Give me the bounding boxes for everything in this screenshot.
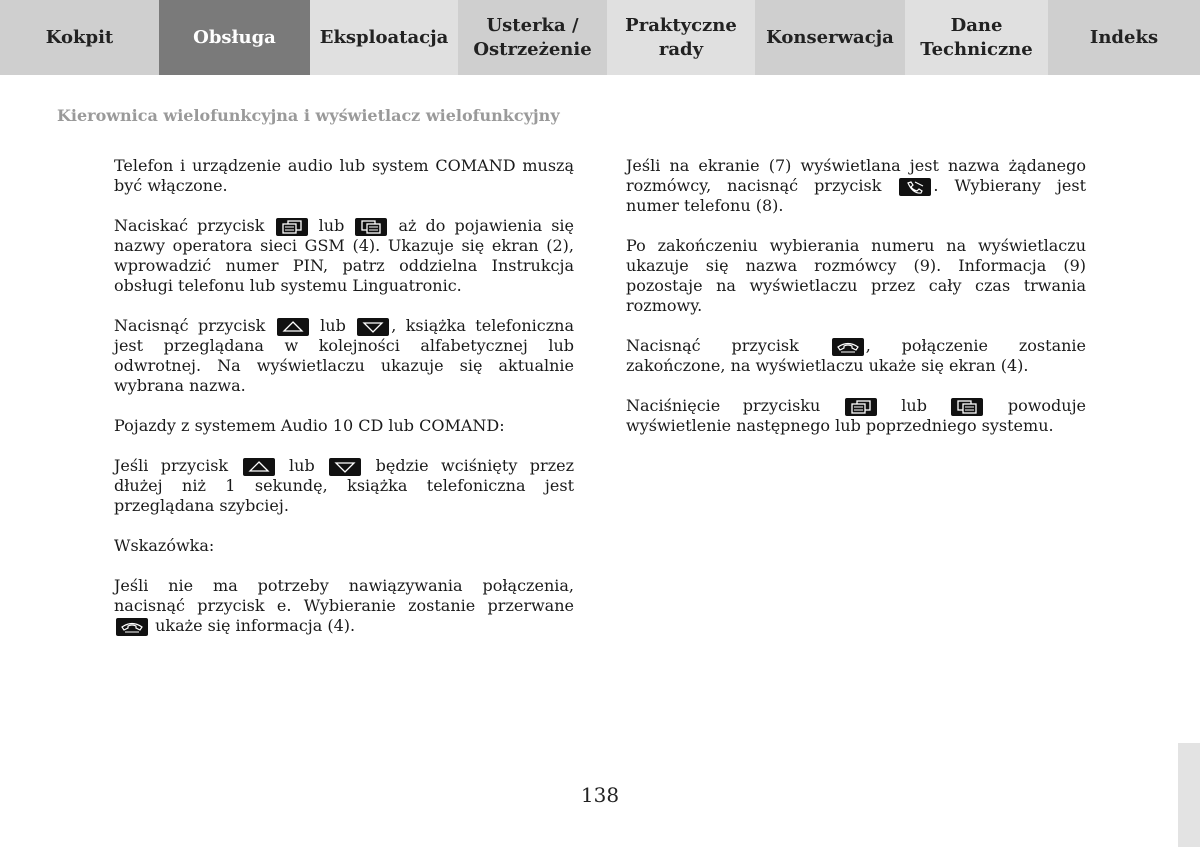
tab-praktyczne-rady[interactable]: Praktyczne rady — [607, 0, 755, 75]
paragraph: Telefon i urządzenie audio lub system COMAND muszą być włączone. — [114, 156, 574, 195]
section-title: Kierownica wielofunkcyjna i wyświetlacz wielofunkcyjny — [57, 106, 560, 125]
paragraph: Nacisnąć przycisk , połączenie zostanie zakończone, na wyświetlaczu ukaże się ekran (4). — [626, 336, 1086, 375]
call-end-key-icon — [832, 338, 864, 356]
paragraph: Jeśli przycisk lub będzie wciśnięty przez dłużej niż 1 sekundę, książka telefoniczna jest przeglądana szybciej. — [114, 456, 575, 515]
tab-kokpit[interactable]: Kokpit — [0, 0, 159, 75]
scroll-up-key-icon — [277, 318, 309, 336]
paragraph: Jeśli na ekranie (7) wyświetlana jest nazwa żądanego rozmówcy, nacisnąć przycisk . Wybierany jest numer telefonu (8). — [626, 156, 1086, 215]
page-edge-marker — [1178, 743, 1200, 847]
paragraph: Wskazówka: — [114, 536, 215, 555]
paragraph: Nacisnąć przycisk lub , książka telefoniczna jest przeglądana w kolejności alfabetycznej lub odwrotnej. Na wyświetlaczu ukazuje się aktualnie wybrana nazwa. — [114, 316, 574, 395]
paragraph: Naciśnięcie przycisku lub powoduje wyświetlenie następnego lub poprzedniego systemu. — [626, 396, 1087, 435]
scroll-down-key-icon — [329, 458, 361, 476]
prev-system-key-icon — [355, 218, 387, 236]
tab-usterka-ostrzezenie[interactable]: Usterka / Ostrzeżenie — [458, 0, 607, 75]
top-navigation — [0, 0, 1200, 75]
scroll-down-key-icon — [357, 318, 389, 336]
prev-system-key-icon — [951, 398, 983, 416]
paragraph: Pojazdy z systemem Audio 10 CD lub COMAND: — [114, 416, 505, 435]
call-accept-key-icon — [899, 178, 931, 196]
tab-dane-techniczne[interactable]: Dane Techniczne — [905, 0, 1048, 75]
call-end-key-icon — [116, 618, 148, 636]
scroll-up-key-icon — [243, 458, 275, 476]
next-system-key-icon — [845, 398, 877, 416]
paragraph: Naciskać przycisk lub aż do pojawienia się nazwy operatora sieci GSM (4). Ukazuje się ekran (2), wprowadzić numer PIN, patrz oddzielna Instrukcja obsługi telefonu lub systemu Linguatronic. — [114, 216, 575, 295]
page-number: 138 — [580, 783, 620, 807]
left-column — [114, 156, 574, 656]
paragraph: Jeśli nie ma potrzeby nawiązywania połączenia, nacisnąć przycisk e. Wybieranie zostanie przerwane ukaże się informacja (4). — [114, 576, 574, 635]
tab-indeks[interactable]: Indeks — [1048, 0, 1200, 75]
tab-obsluga[interactable]: Obsługa — [159, 0, 310, 75]
tab-eksploatacja[interactable]: Eksploatacja — [310, 0, 458, 75]
right-column — [626, 156, 1086, 456]
tab-konserwacja[interactable]: Konserwacja — [755, 0, 905, 75]
paragraph: Po zakończeniu wybierania numeru na wyświetlaczu ukazuje się nazwa rozmówcy (9). Informacja (9) pozostaje na wyświetlaczu przez cały czas trwania rozmowy. — [626, 236, 1086, 315]
next-system-key-icon — [276, 218, 308, 236]
